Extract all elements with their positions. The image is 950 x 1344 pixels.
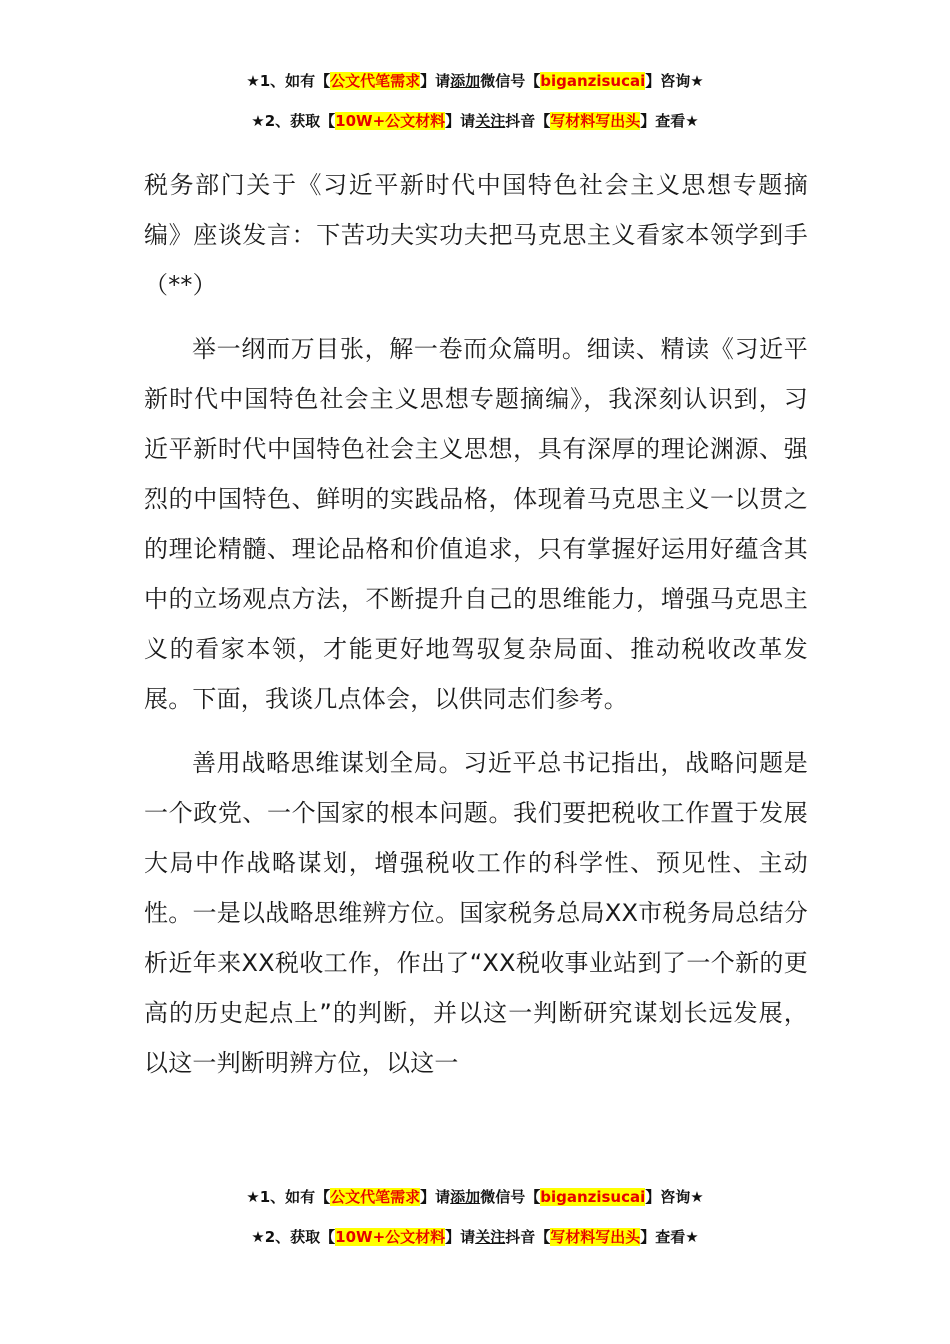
underlined-add: 添加	[450, 72, 481, 90]
banner-text: 2、获取【	[264, 112, 336, 130]
banner-top-line-2	[0, 110, 950, 132]
banner-text: 1、如有【	[259, 1188, 331, 1206]
banner-text: 抖音【	[505, 1228, 551, 1246]
highlight-wechat-id: biganzisucai	[540, 1188, 646, 1206]
banner-bottom-line-1	[0, 1186, 950, 1208]
star-icon: ★	[251, 1228, 265, 1246]
highlight-ghostwriting: 公文代笔需求	[330, 1188, 421, 1206]
highlight-douyin-account: 写材料写出头	[550, 1228, 641, 1246]
highlight-wechat-id: biganzisucai	[540, 72, 646, 90]
banner-text: 】咨询	[645, 1188, 691, 1206]
star-icon: ★	[246, 1188, 260, 1206]
star-icon: ★	[685, 1228, 699, 1246]
underlined-add: 添加	[450, 1188, 481, 1206]
banner-bottom-line-2	[0, 1226, 950, 1248]
banner-text: 1、如有【	[259, 72, 331, 90]
banner-text: 抖音【	[505, 112, 551, 130]
banner-text: 2、获取【	[264, 1228, 336, 1246]
highlight-materials: 10W+公文材料	[335, 112, 446, 130]
highlight-ghostwriting: 公文代笔需求	[330, 72, 421, 90]
underlined-follow: 关注	[475, 1228, 506, 1246]
banner-text: 】请	[420, 1188, 451, 1206]
banner-text: 微信号【	[480, 1188, 541, 1206]
banner-text: 】查看	[640, 112, 686, 130]
star-icon: ★	[685, 112, 699, 130]
banner-text: 】咨询	[645, 72, 691, 90]
banner-text: 】请	[420, 72, 451, 90]
paragraph-1: 举一纲而万目张，解一卷而众篇明。细读、精读《习近平新时代中国特色社会主义思想专题摘编》，我深刻认识到，习近平新时代中国特色社会主义思想，具有深厚的理论渊源、强烈的中国特色、鲜明的实践品格，体现着马克思主义一以贯之的理论精髓、理论品格和价值追求，只有掌握好运用好蕴含其中的立场观点方法，不断提升自己的思维能力，增强马克思主义的看家本领，才能更好地驾驭复杂局面、推动税收改革发展。下面，我谈几点体会，以供同志们参考。	[144, 335, 808, 713]
star-icon: ★	[246, 72, 260, 90]
banner-text: 】查看	[640, 1228, 686, 1246]
banner-text: 】请	[445, 1228, 476, 1246]
underlined-follow: 关注	[475, 112, 506, 130]
banner-text: 微信号【	[480, 72, 541, 90]
document-title: 税务部门关于《习近平新时代中国特色社会主义思想专题摘编》座谈发言：下苦功夫实功夫把马克思主义看家本领学到手（**）	[144, 171, 808, 299]
highlight-douyin-account: 写材料写出头	[550, 112, 641, 130]
banner-top-line-1	[0, 70, 950, 92]
highlight-materials: 10W+公文材料	[335, 1228, 446, 1246]
banner-text: 】请	[445, 112, 476, 130]
star-icon: ★	[690, 72, 704, 90]
paragraph-2: 善用战略思维谋划全局。习近平总书记指出，战略问题是一个政党、一个国家的根本问题。我们要把税收工作置于发展大局中作战略谋划，增强税收工作的科学性、预见性、主动性。一是以战略思维辨方位。国家税务总局XX市税务局总结分析近年来XX税收工作，作出了“XX税收事业站到了一个新的更高的历史起点上”的判断，并以这一判断研究谋划长远发展，以这一判断明辨方位，以这一	[144, 749, 808, 1077]
star-icon: ★	[251, 112, 265, 130]
document-body	[144, 160, 808, 1102]
star-icon: ★	[690, 1188, 704, 1206]
